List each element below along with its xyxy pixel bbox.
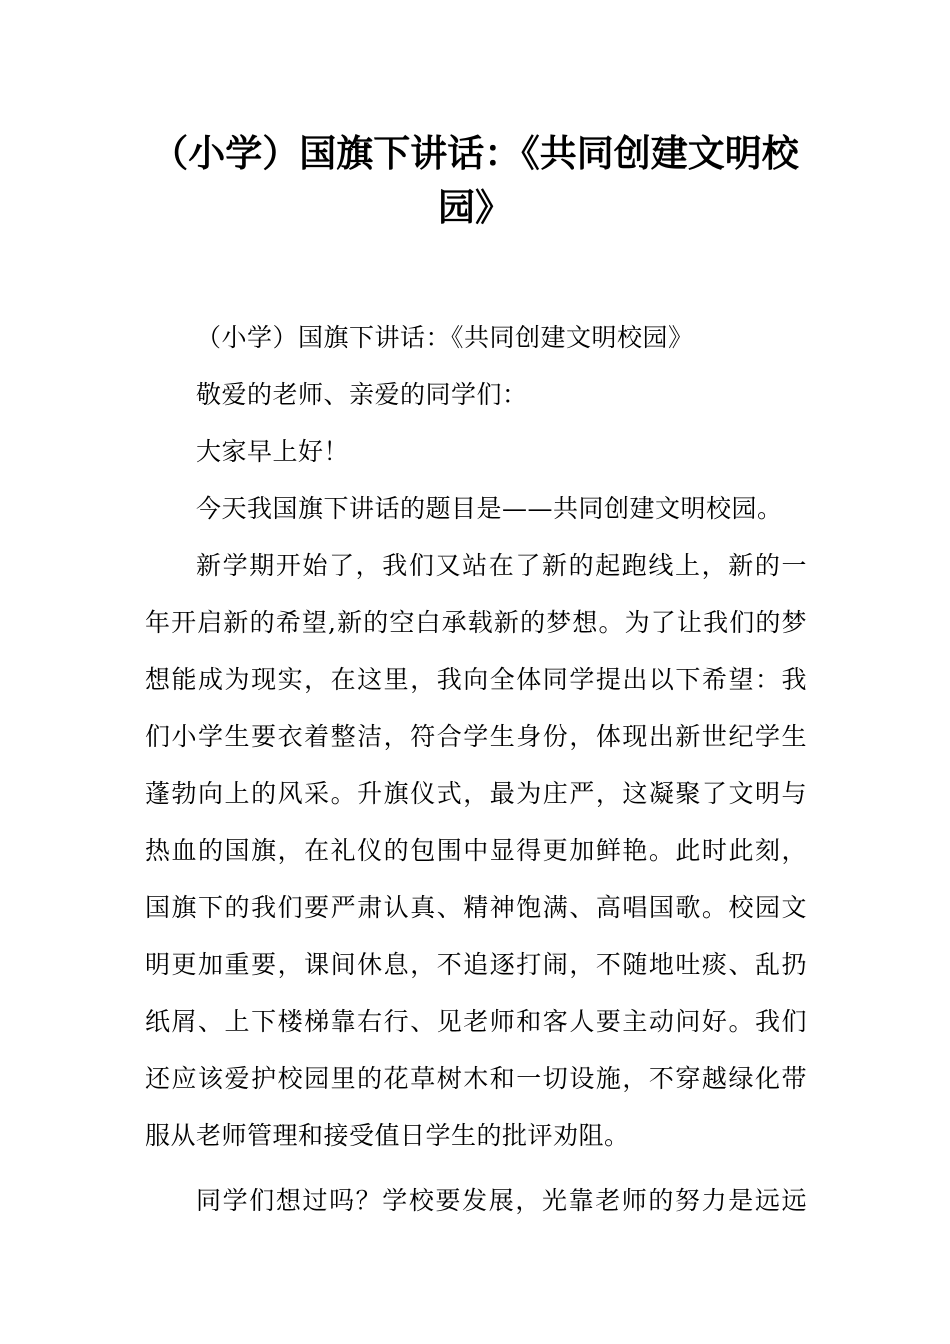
- greeting-line: 敬爱的老师、亲爱的同学们：: [196, 380, 528, 409]
- subtitle-line: （小学）国旗下讲话：《共同创建文明校园》: [196, 323, 694, 352]
- paragraph-line: 年开启新的希望,新的空白承载新的梦想。为了让我们的梦: [145, 608, 807, 637]
- document-title-line-2: 园》: [438, 186, 512, 229]
- paragraph-line: 们小学生要衣着整洁，符合学生身份，体现出新世纪学生: [145, 722, 807, 751]
- paragraph-line: 同学们想过吗？学校要发展，光靠老师的努力是远远: [196, 1186, 807, 1215]
- paragraph-line: 服从老师管理和接受值日学生的批评劝阻。: [145, 1121, 630, 1150]
- paragraph-line: 国旗下的我们要严肃认真、精神饱满、高唱国歌。校园文: [145, 893, 807, 922]
- morning-line: 大家早上好！: [196, 437, 350, 466]
- topic-line: 今天我国旗下讲话的题目是——共同创建文明校园。: [196, 494, 783, 523]
- paragraph-line: 想能成为现实，在这里，我向全体同学提出以下希望：我: [145, 665, 807, 694]
- paragraph-line: 蓬勃向上的风采。升旗仪式，最为庄严，这凝聚了文明与: [145, 779, 807, 808]
- document-title-line-1: （小学）国旗下讲话：《共同创建文明校: [151, 132, 799, 175]
- paragraph-line: 新学期开始了，我们又站在了新的起跑线上，新的一: [196, 551, 807, 580]
- paragraph-line: 明更加重要，课间休息，不追逐打闹，不随地吐痰、乱扔: [145, 950, 807, 979]
- paragraph-line: 还应该爱护校园里的花草树木和一切设施，不穿越绿化带: [145, 1064, 807, 1093]
- paragraph-line: 热血的国旗，在礼仪的包围中显得更加鲜艳。此时此刻，: [145, 836, 807, 865]
- paragraph-line: 纸屑、上下楼梯靠右行、见老师和客人要主动问好。我们: [145, 1007, 807, 1036]
